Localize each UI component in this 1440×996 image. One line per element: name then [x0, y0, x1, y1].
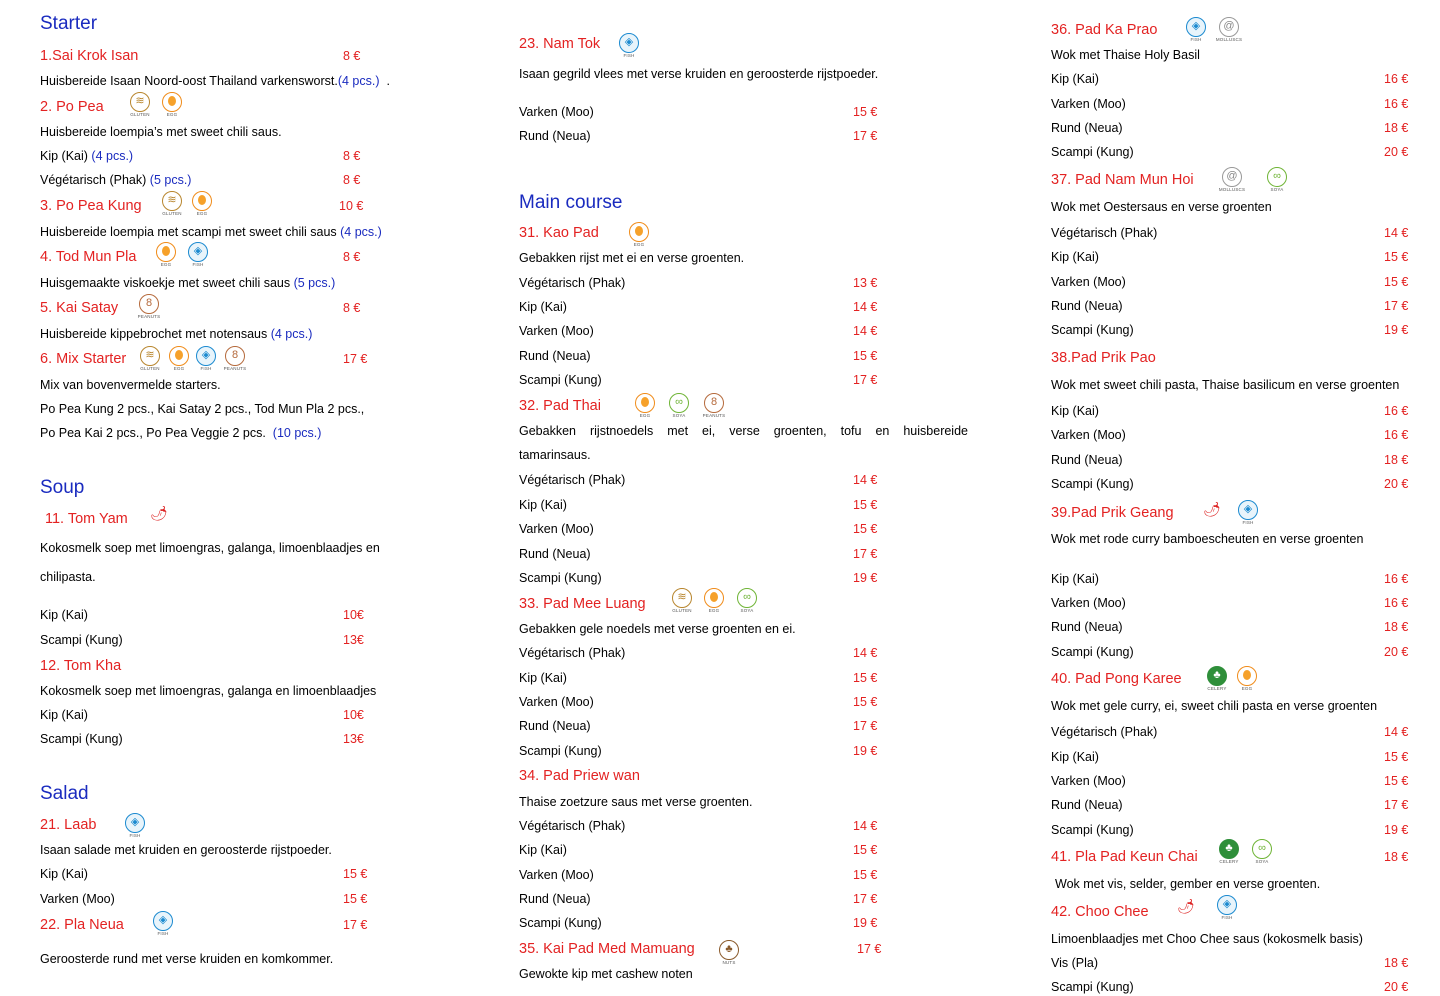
celery-icon: ♣ CELERY [1202, 666, 1232, 694]
option-price: 8 € [343, 149, 361, 163]
soya-icon: ∞ SOYA [732, 588, 762, 616]
item-3-desc: Huisbereide loempia met scampi met sweet chili saus (4 pcs.) [40, 225, 382, 239]
option-row: Scampi (Kung) [1051, 477, 1134, 491]
item-23-desc: Isaan gegrild vlees met verse kruiden en geroosterde rijstpoeder. [519, 67, 879, 81]
gluten-icon: ≋ GLUTEN [157, 191, 187, 219]
option-row: Varken (Moo) [1051, 275, 1126, 289]
option-row: Varken (Moo) [519, 105, 594, 119]
option-price: 18 € [1384, 620, 1409, 634]
option-price: 10€ [343, 608, 364, 622]
option-price: 14 € [1384, 226, 1409, 240]
option-row: Scampi (Kung) [40, 732, 123, 746]
item-37-name: 37. Pad Nam Mun Hoi [1051, 172, 1194, 188]
item-11-name: 11. Tom Yam [45, 511, 128, 527]
nuts-icon: ♣ NUTS [714, 940, 744, 968]
option-row: Végétarisch (Phak) [519, 473, 626, 487]
soya-icon: ∞ SOYA [664, 393, 694, 421]
option-price: 17 € [853, 719, 878, 733]
fish-icon: ◈ FISH [1212, 895, 1242, 923]
option-row: Scampi (Kung) [519, 373, 602, 387]
section-title-soup: Soup [40, 477, 85, 498]
option-row: Rund (Neua) [519, 129, 591, 143]
option-row: Rund (Neua) [519, 719, 591, 733]
item-35-price: 17 € [857, 942, 882, 956]
item-31-name: 31. Kao Pad [519, 225, 599, 241]
chili-icon: 🌶 [1203, 501, 1221, 517]
option-price: 15 € [1384, 774, 1409, 788]
item-22-price: 17 € [343, 918, 368, 932]
option-row: Kip (Kai) [1051, 250, 1099, 264]
option-row: Varken (Moo) [1051, 97, 1126, 111]
option-row: Végétarisch (Phak) [1051, 725, 1158, 739]
option-row: Scampi (Kung) [1051, 645, 1134, 659]
item-31-desc: Gebakken rijst met ei en verse groenten. [519, 251, 745, 265]
gluten-icon: ≋ GLUTEN [135, 346, 165, 374]
option-price: 13€ [343, 633, 364, 647]
option-row: Kip (Kai) [40, 708, 88, 722]
item-1-desc: Huisbereide Isaan Noord-oost Thailand varkensworst.(4 pcs.) . [40, 74, 390, 88]
option-price: 15 € [853, 522, 878, 536]
item-39-name: 39.Pad Prik Geang [1051, 505, 1174, 521]
item-32-desc-line2: tamarinsaus. [519, 448, 591, 462]
section-title-starter: Starter [40, 13, 98, 34]
option-row: Kip (Kai) [1051, 72, 1099, 86]
option-price: 20 € [1384, 645, 1409, 659]
item-37-desc: Wok met Oestersaus en verse groenten [1051, 200, 1272, 214]
option-row: Kip (Kai) (4 pcs.) [40, 149, 134, 163]
option-price: 17 € [853, 892, 878, 906]
option-row: Kip (Kai) [519, 843, 567, 857]
mollusc-icon: @ MOLLUSCS [1217, 167, 1247, 195]
peanut-icon: 8 PEANUTS [220, 346, 250, 374]
option-price: 17 € [853, 129, 878, 143]
item-42-name: 42. Choo Chee [1051, 904, 1149, 920]
fish-icon: ◈ FISH [183, 242, 213, 270]
option-row: Rund (Neua) [1051, 299, 1123, 313]
fish-icon: ◈ FISH [120, 813, 150, 841]
option-price: 17 € [1384, 798, 1409, 812]
item-12-desc: Kokosmelk soep met limoengras, galanga en limoenblaadjes [40, 684, 377, 698]
option-price: 15 € [1384, 250, 1409, 264]
fish-icon: ◈ FISH [1233, 500, 1263, 528]
item-4-name: 4. Tod Mun Pla [40, 249, 137, 265]
option-price: 14 € [853, 324, 878, 338]
chili-icon: 🌶 [150, 505, 168, 521]
item-34-desc: Thaise zoetzure saus met verse groenten. [519, 795, 753, 809]
option-row: Varken (Moo) [40, 892, 115, 906]
section-title-main-course: Main course [519, 192, 623, 213]
option-price: 14 € [853, 819, 878, 833]
option-price: 15 € [853, 868, 878, 882]
item-42-desc: Limoenblaadjes met Choo Chee saus (kokosmelk basis) [1051, 932, 1363, 946]
item-6-desc: Mix van bovenvermelde starters. [40, 378, 221, 392]
peanut-icon: 8 PEANUTS [134, 294, 164, 322]
option-price: 19 € [1384, 323, 1409, 337]
option-price: 19 € [853, 744, 878, 758]
option-row: Kip (Kai) [1051, 750, 1099, 764]
soya-icon: ∞ SOYA [1262, 167, 1292, 195]
option-row: Végétarisch (Phak) [1051, 226, 1158, 240]
item-3-name: 3. Po Pea Kung [40, 198, 142, 214]
mollusc-icon: @ MOLLUSCS [1214, 17, 1244, 45]
option-row: Kip (Kai) [40, 867, 88, 881]
item-32-name: 32. Pad Thai [519, 398, 601, 414]
option-price: 14 € [853, 300, 878, 314]
option-price: 17 € [853, 373, 878, 387]
item-5-name: 5. Kai Satay [40, 300, 119, 316]
option-price: 15 € [343, 867, 368, 881]
item-2-name: 2. Po Pea [40, 99, 104, 115]
egg-icon: EGG [630, 393, 660, 421]
option-row: Végétarisch (Phak) (5 pcs.) [40, 173, 192, 187]
item-2-desc: Huisbereide loempia’s met sweet chili saus. [40, 125, 282, 139]
option-price: 20 € [1384, 477, 1409, 491]
item-36-desc: Wok met Thaise Holy Basil [1051, 48, 1200, 62]
option-price: 20 € [1384, 145, 1409, 159]
option-row: Vis (Pla) [1051, 956, 1099, 970]
option-row: Varken (Moo) [519, 868, 594, 882]
item-34-name: 34. Pad Priew wan [519, 768, 640, 784]
option-price: 14 € [853, 646, 878, 660]
item-6-desc-line3: Po Pea Kai 2 pcs., Po Pea Veggie 2 pcs. (10 pcs.) [40, 426, 322, 440]
item-1-price: 8 € [343, 49, 361, 63]
option-row: Scampi (Kung) [1051, 823, 1134, 837]
item-35-desc: Gewokte kip met cashew noten [519, 967, 693, 981]
egg-icon: EGG [164, 346, 194, 374]
item-21-name: 21. Laab [40, 817, 97, 833]
item-6-desc-line2: Po Pea Kung 2 pcs., Kai Satay 2 pcs., Tod Mun Pla 2 pcs., [40, 402, 365, 416]
option-row: Rund (Neua) [1051, 121, 1123, 135]
item-33-name: 33. Pad Mee Luang [519, 596, 646, 612]
item-11-desc-line2: chilipasta. [40, 570, 96, 584]
item-40-name: 40. Pad Pong Karee [1051, 671, 1182, 687]
fish-icon: ◈ FISH [148, 911, 178, 939]
item-40-desc: Wok met gele curry, ei, sweet chili pasta en verse groenten [1051, 699, 1378, 713]
option-price: 14 € [1384, 725, 1409, 739]
option-row: Végétarisch (Phak) [519, 276, 626, 290]
option-price: 18 € [1384, 956, 1409, 970]
item-6-price: 17 € [343, 352, 368, 366]
option-row: Kip (Kai) [1051, 404, 1099, 418]
item-22-desc: Geroosterde rund met verse kruiden en komkommer. [40, 952, 334, 966]
option-row: Varken (Moo) [519, 324, 594, 338]
option-row: Kip (Kai) [519, 498, 567, 512]
option-price: 17 € [853, 547, 878, 561]
option-price: 16 € [1384, 428, 1409, 442]
option-price: 8 € [343, 173, 361, 187]
item-23-name: 23. Nam Tok [519, 36, 601, 52]
item-38-name: 38.Pad Prik Pao [1051, 350, 1156, 366]
option-price: 15 € [853, 671, 878, 685]
option-row: Scampi (Kung) [519, 571, 602, 585]
soya-icon: ∞ SOYA [1247, 839, 1277, 867]
option-price: 15 € [853, 349, 878, 363]
option-price: 10€ [343, 708, 364, 722]
item-41-name: 41. Pla Pad Keun Chai [1051, 849, 1198, 865]
option-price: 20 € [1384, 980, 1409, 994]
gluten-icon: ≋ GLUTEN [125, 92, 155, 120]
option-price: 15 € [1384, 750, 1409, 764]
option-row: Scampi (Kung) [1051, 323, 1134, 337]
item-5-desc: Huisbereide kippebrochet met notensaus (4 pcs.) [40, 327, 313, 341]
option-price: 15 € [853, 498, 878, 512]
egg-icon: EGG [1232, 666, 1262, 694]
option-price: 15 € [853, 843, 878, 857]
option-price: 16 € [1384, 596, 1409, 610]
option-row: Scampi (Kung) [519, 916, 602, 930]
egg-icon: EGG [624, 222, 654, 250]
option-row: Varken (Moo) [519, 522, 594, 536]
option-price: 18 € [1384, 453, 1409, 467]
item-11-desc: Kokosmelk soep met limoengras, galanga, limoenblaadjes en [40, 541, 380, 555]
egg-icon: EGG [157, 92, 187, 120]
peanut-icon: 8 PEANUTS [699, 393, 729, 421]
item-4-price: 8 € [343, 250, 361, 264]
option-row: Scampi (Kung) [40, 633, 123, 647]
item-36-name: 36. Pad Ka Prao [1051, 22, 1158, 38]
fish-icon: ◈ FISH [191, 346, 221, 374]
option-row: Kip (Kai) [40, 608, 88, 622]
option-price: 16 € [1384, 572, 1409, 586]
item-33-desc: Gebakken gele noedels met verse groenten en ei. [519, 622, 796, 636]
item-41-desc: Wok met vis, selder, gember en verse groenten. [1055, 877, 1321, 891]
celery-icon: ♣ CELERY [1214, 839, 1244, 867]
option-price: 19 € [853, 916, 878, 930]
option-price: 19 € [1384, 823, 1409, 837]
option-row: Kip (Kai) [1051, 572, 1099, 586]
option-row: Kip (Kai) [519, 671, 567, 685]
option-row: Rund (Neua) [1051, 798, 1123, 812]
item-12-name: 12. Tom Kha [40, 658, 122, 674]
egg-icon: EGG [187, 191, 217, 219]
option-price: 16 € [1384, 72, 1409, 86]
option-price: 16 € [1384, 97, 1409, 111]
option-price: 19 € [853, 571, 878, 585]
option-row: Végétarisch (Phak) [519, 646, 626, 660]
fish-icon: ◈ FISH [614, 33, 644, 61]
option-row: Scampi (Kung) [1051, 980, 1134, 994]
option-price: 15 € [1384, 275, 1409, 289]
gluten-icon: ≋ GLUTEN [667, 588, 697, 616]
option-row: Rund (Neua) [1051, 453, 1123, 467]
option-price: 14 € [853, 473, 878, 487]
egg-icon: EGG [699, 588, 729, 616]
fish-icon: ◈ FISH [1181, 17, 1211, 45]
item-1-name: 1.Sai Krok Isan [40, 48, 139, 64]
option-price: 15 € [853, 695, 878, 709]
item-22-name: 22. Pla Neua [40, 917, 124, 933]
egg-icon: EGG [151, 242, 181, 270]
option-price: 16 € [1384, 404, 1409, 418]
item-41-price: 18 € [1384, 850, 1409, 864]
item-5-price: 8 € [343, 301, 361, 315]
item-32-desc: Gebakken rijstnoedels met ei, verse groenten, tofu en huisbereide [519, 424, 968, 438]
option-price: 15 € [343, 892, 368, 906]
option-price: 15 € [853, 105, 878, 119]
option-row: Varken (Moo) [1051, 774, 1126, 788]
option-row: Rund (Neua) [519, 349, 591, 363]
option-row: Varken (Moo) [1051, 596, 1126, 610]
option-row: Végétarisch (Phak) [519, 819, 626, 833]
item-39-desc: Wok met rode curry bamboescheuten en verse groenten [1051, 532, 1364, 546]
option-price: 17 € [1384, 299, 1409, 313]
item-38-desc: Wok met sweet chili pasta, Thaise basilicum en verse groenten [1051, 378, 1400, 392]
option-row: Varken (Moo) [1051, 428, 1126, 442]
option-row: Kip (Kai) [519, 300, 567, 314]
item-4-desc: Huisgemaakte viskoekje met sweet chili saus (5 pcs.) [40, 276, 336, 290]
item-21-desc: Isaan salade met kruiden en geroosterde rijstpoeder. [40, 843, 332, 857]
item-35-name: 35. Kai Pad Med Mamuang [519, 941, 695, 957]
option-row: Scampi (Kung) [519, 744, 602, 758]
option-price: 13€ [343, 732, 364, 746]
chili-icon: 🌶 [1177, 898, 1195, 914]
option-price: 18 € [1384, 121, 1409, 135]
option-row: Varken (Moo) [519, 695, 594, 709]
option-row: Scampi (Kung) [1051, 145, 1134, 159]
option-row: Rund (Neua) [519, 547, 591, 561]
item-6-name: 6. Mix Starter [40, 351, 127, 367]
option-row: Rund (Neua) [519, 892, 591, 906]
section-title-salad: Salad [40, 783, 89, 804]
item-3-price: 10 € [339, 199, 364, 213]
option-row: Rund (Neua) [1051, 620, 1123, 634]
option-price: 13 € [853, 276, 878, 290]
